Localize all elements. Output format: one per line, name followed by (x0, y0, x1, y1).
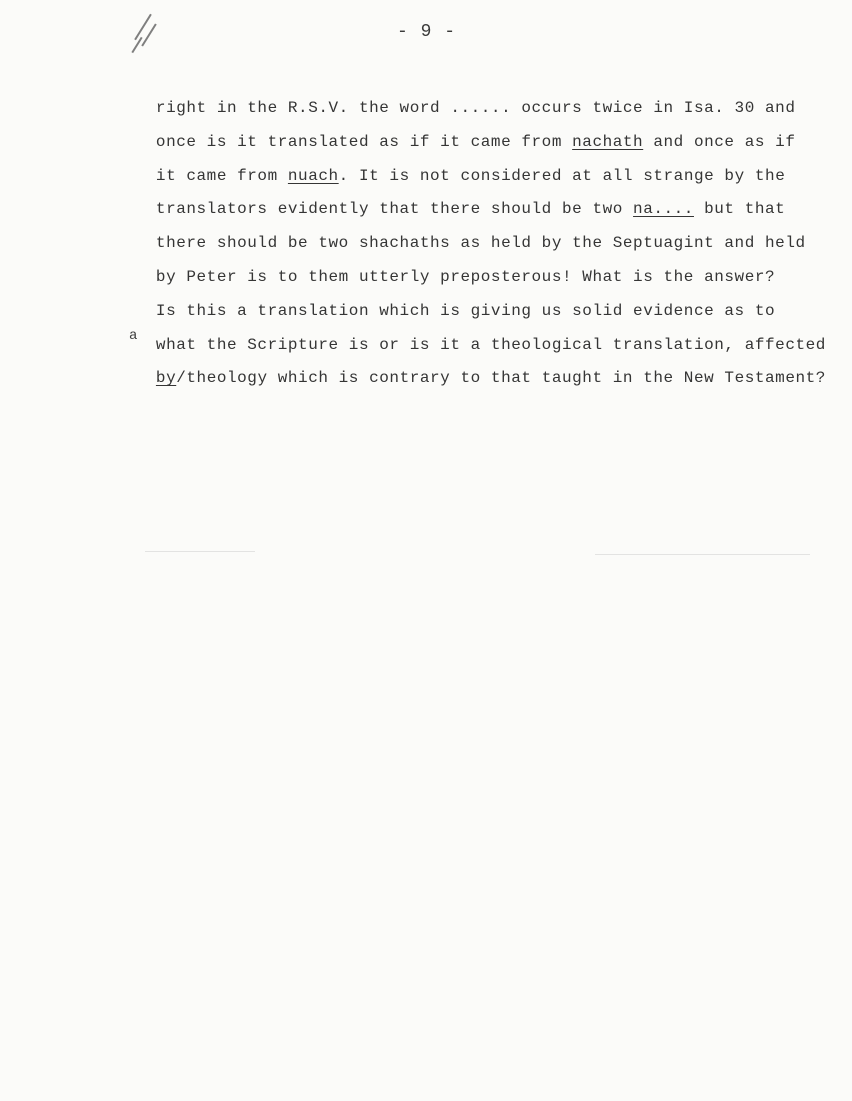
text-line (95, 241, 795, 286)
text-run: there should be two shachaths as held by the Septuagint and held (155, 234, 806, 253)
text-run: it came from (155, 166, 288, 185)
text-run: but that (693, 200, 786, 219)
text-run: by Peter is to them utterly preposterous! What is the answer? (155, 267, 776, 286)
text-line (95, 173, 795, 219)
body-paragraph (95, 72, 826, 388)
underlined-word: by (155, 369, 177, 388)
text-line (95, 328, 826, 388)
handwritten-insertion: a (129, 328, 138, 345)
paper-smudge (595, 554, 810, 555)
text-run: once is it translated as if it came from (155, 132, 573, 151)
text-line (95, 275, 795, 320)
text-line (95, 309, 826, 354)
page-number: - 9 - (397, 22, 457, 42)
paper-smudge (145, 551, 255, 552)
text-run: and once as if (643, 132, 796, 151)
text-run: . It is not considered at all strange by the (338, 166, 786, 185)
text-run: Is this a translation which is giving us solid evidence as to (155, 301, 776, 320)
text-run: /theology which is contrary to that taught in the New Testament? (176, 369, 826, 388)
text-line (95, 140, 795, 185)
text-line (95, 72, 796, 117)
underlined-word: na.... (633, 200, 694, 219)
text-line (95, 106, 796, 151)
underlined-word: nachath (572, 132, 644, 151)
text-line (95, 207, 806, 253)
text-run: right in the R.S.V. the word ...... occurs twice in Isa. 30 and (155, 99, 796, 117)
text-run: translators evidently that there should be two (155, 200, 634, 219)
underlined-word: nuach (287, 166, 339, 185)
text-run: what the Scripture is or is it a theological translation, affected (155, 335, 826, 354)
